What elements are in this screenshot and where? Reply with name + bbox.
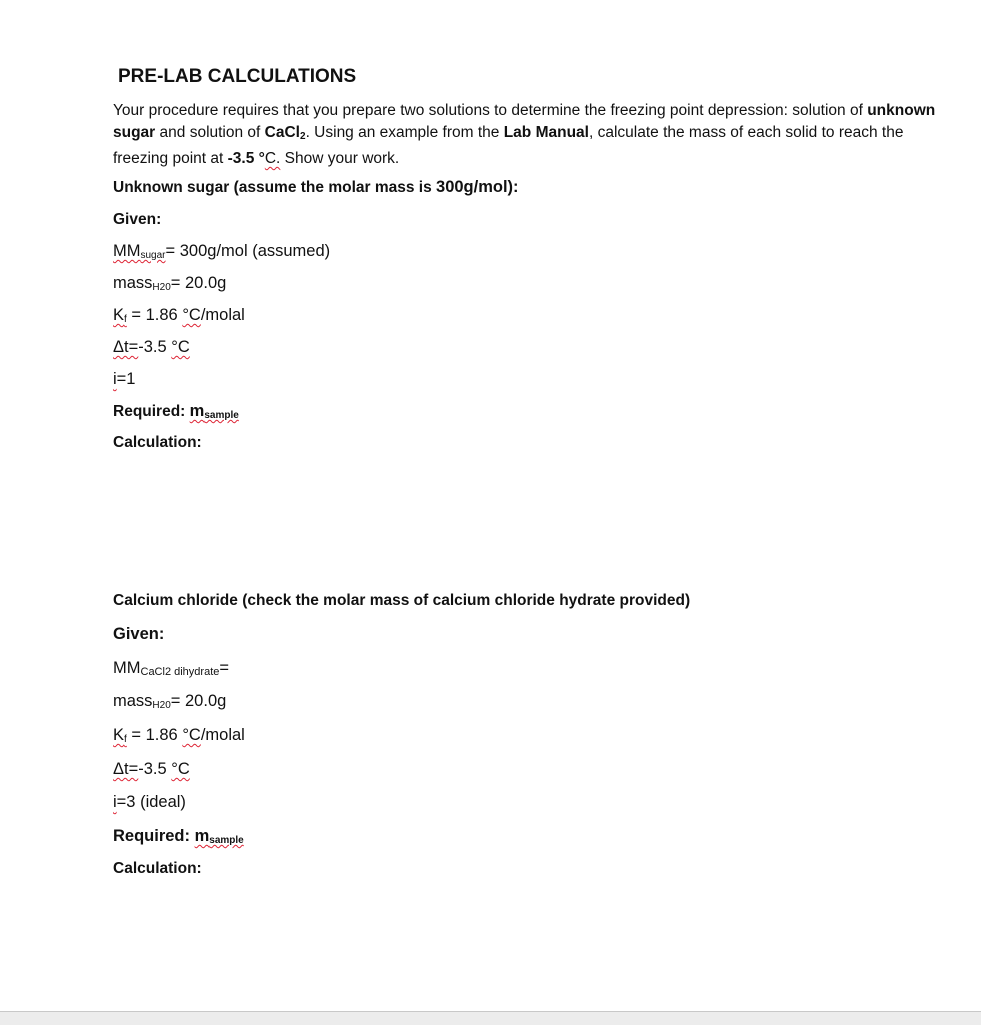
intro-text: Show your work. xyxy=(280,150,400,167)
required-mass xyxy=(190,403,239,420)
sugar-calculation-label: Calculation: xyxy=(113,434,202,451)
sugar-vant-hoff xyxy=(113,370,135,389)
delta-t-label: Δt= xyxy=(113,338,139,356)
cacl2-text xyxy=(265,124,306,141)
i-value: =1 xyxy=(116,370,136,388)
intro-text: . Using an example from the xyxy=(305,124,504,141)
cacl-calculation-label: Calculation: xyxy=(113,860,202,877)
delta-t-unit: °C xyxy=(171,338,190,356)
mm-label xyxy=(113,242,166,260)
sugar-heading xyxy=(113,178,519,197)
kf-unit: °C xyxy=(182,306,201,324)
mass-value: = 20.0g xyxy=(170,274,227,292)
sugar-molar-mass xyxy=(113,242,330,262)
i-label: i xyxy=(113,793,117,811)
required-mass-subscript: sample xyxy=(209,835,244,846)
freezing-point-value: -3.5 xyxy=(227,150,255,167)
cacl-given-label: Given: xyxy=(113,625,165,643)
kf-unit-rest: /molal xyxy=(200,306,245,324)
mm-text: MM xyxy=(113,242,141,260)
intro-text: and solution of xyxy=(155,124,265,141)
delta-t-unit: °C xyxy=(171,760,190,778)
cacl-heading: Calcium chloride (check the molar mass of calcium chloride hydrate provided) xyxy=(113,592,691,609)
i-label: i xyxy=(113,370,117,388)
kf-value: = 1.86 xyxy=(126,306,183,324)
sugar-kf xyxy=(113,306,245,326)
required-mass-subscript: sample xyxy=(204,410,239,421)
kf-unit: °C xyxy=(182,726,201,744)
mm-value: = 300g/mol (assumed) xyxy=(165,242,331,260)
celsius-unit: C. xyxy=(264,150,281,167)
sugar-heading-value: 300g/mol): xyxy=(436,178,519,196)
sugar-delta-t xyxy=(113,338,190,357)
mass-value: = 20.0g xyxy=(170,692,227,710)
intro-text: , calculate the mass of each solid to reach the freezing point at xyxy=(113,124,904,167)
mm-text: MM xyxy=(113,659,141,677)
mass-subscript: H20 xyxy=(152,282,171,293)
cacl-vant-hoff xyxy=(113,793,186,812)
degree-symbol: ° xyxy=(254,150,265,167)
cacl-required xyxy=(113,827,244,847)
kf-label xyxy=(113,726,127,744)
lab-manual-text: Lab Manual xyxy=(503,124,589,141)
kf-subscript: f xyxy=(124,314,127,325)
mm-subscript: CaCl2 dihydrate xyxy=(140,666,220,678)
required-mass xyxy=(195,827,244,845)
cacl2-subscript: 2 xyxy=(300,131,306,142)
kf-subscript: f xyxy=(124,734,127,745)
i-value: =3 (ideal) xyxy=(116,793,186,811)
intro-text: Your procedure requires that you prepare two solutions to determine the freezing point depression: solution of xyxy=(113,102,868,119)
mass-text: mass xyxy=(113,274,153,292)
kf-text: K xyxy=(113,726,125,744)
bottom-scrollbar[interactable] xyxy=(0,1011,981,1025)
required-mass-text: m xyxy=(194,827,210,845)
cacl-delta-t xyxy=(113,760,190,779)
kf-unit-rest: /molal xyxy=(200,726,245,744)
mass-text: mass xyxy=(113,692,153,710)
mm-subscript: sugar xyxy=(140,250,166,261)
cacl-molar-mass xyxy=(113,659,229,679)
kf-value: = 1.86 xyxy=(126,726,183,744)
cacl-kf xyxy=(113,726,245,746)
delta-t-label: Δt= xyxy=(113,760,139,778)
sugar-given-label: Given: xyxy=(113,211,162,228)
kf-label xyxy=(113,306,127,324)
unknown-sugar-text: unknown sugar xyxy=(113,102,936,141)
mm-value: = xyxy=(219,659,230,677)
cacl-water-mass xyxy=(113,692,226,712)
page-title: PRE-LAB CALCULATIONS xyxy=(118,66,357,87)
delta-t-value: -3.5 xyxy=(138,760,172,778)
required-label: Required: xyxy=(113,403,190,420)
sugar-heading-text: Unknown sugar (assume the molar mass is xyxy=(113,179,437,196)
intro-paragraph xyxy=(113,100,943,170)
sugar-water-mass xyxy=(113,274,226,294)
delta-t-value: -3.5 xyxy=(138,338,172,356)
required-mass-text: m xyxy=(189,402,205,420)
mass-subscript: H20 xyxy=(152,700,171,711)
sugar-required xyxy=(113,402,239,422)
required-label: Required: xyxy=(113,827,195,845)
cacl2-formula: CaCl xyxy=(264,124,300,141)
kf-text: K xyxy=(113,306,125,324)
